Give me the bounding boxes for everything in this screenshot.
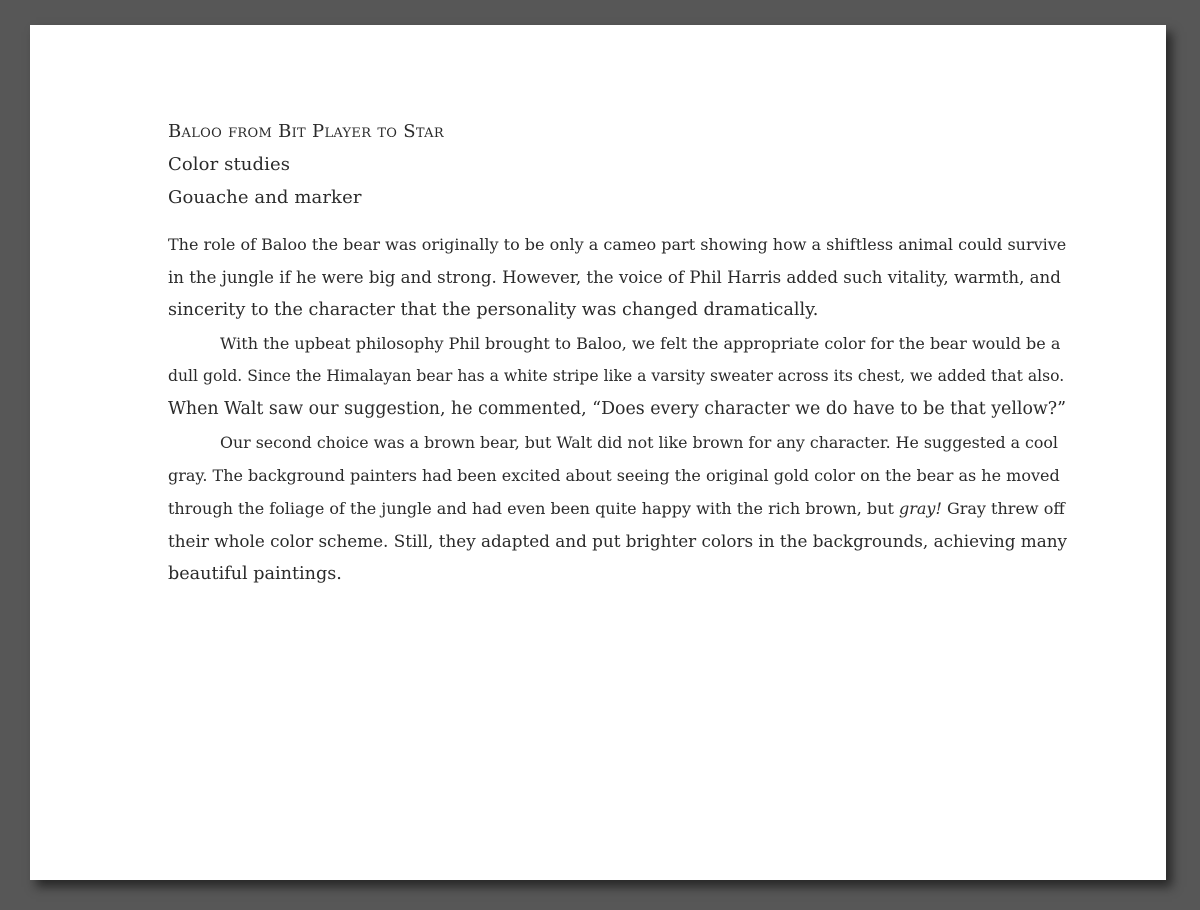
text-line: gray. The background painters had been excited about seeing the original gold color on the bear as he moved [168, 466, 1060, 485]
text-segment: Gray threw off [941, 499, 1065, 518]
caption-subtitle: Color studies [168, 154, 291, 175]
italic-emphasis: gray! [898, 499, 942, 518]
text-line: their whole color scheme. Still, they adapted and put brighter colors in the backgrounds, achieving many [168, 531, 1068, 551]
text-line: Our second choice was a brown bear, but Walt did not like brown for any character. He suggested a cool [220, 433, 1058, 452]
text-line: in the jungle if he were big and strong. However, the voice of Phil Harris added such vitality, warmth, and [168, 268, 1061, 287]
text-segment: through the foliage of the jungle and had even been quite happy with the rich brown, but [168, 499, 899, 518]
text-line: sincerity to the character that the personality was changed dramatically. [168, 300, 819, 320]
text-line: dull gold. Since the Himalayan bear has a white stripe like a varsity sweater across its chest, we added that also. [168, 367, 1065, 385]
text-line: With the upbeat philosophy Phil brought to Baloo, we felt the appropriate color for the bear would be a [220, 334, 1061, 353]
body-text [168, 228, 1068, 591]
caption-title: Baloo from Bit Player to Star [168, 121, 444, 142]
caption-medium: Gouache and marker [168, 187, 362, 208]
caption-block [168, 115, 1068, 214]
text-line: When Walt saw our suggestion, he commented, “Does every character we do have to be that yellow?” [168, 399, 1067, 419]
text-line [168, 492, 1068, 525]
text-line: The role of Baloo the bear was originally to be only a cameo part showing how a shiftless animal could survive [168, 235, 1067, 254]
book-page [30, 25, 1166, 880]
text-line: beautiful paintings. [168, 564, 342, 584]
